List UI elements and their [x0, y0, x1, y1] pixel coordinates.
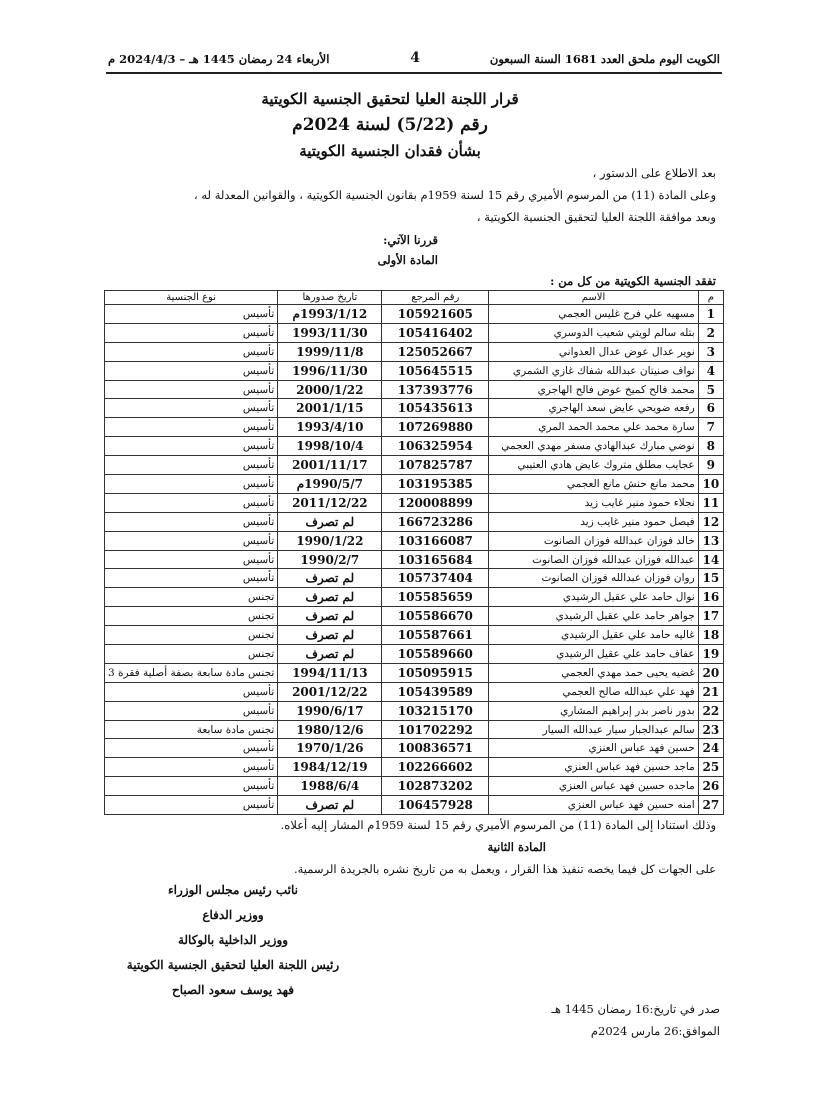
row-number: 20	[698, 663, 723, 682]
reference-number: 105645515	[382, 361, 489, 380]
nationality-type: تأسيس	[105, 569, 278, 588]
person-name: روان فوزان عبدالله فوزان الصانوت	[489, 569, 698, 588]
issue-date: 1996/11/30	[278, 361, 382, 380]
issue-date: لم تصرف	[278, 645, 382, 664]
title-line-3: بشأن فقدان الجنسية الكويتية	[299, 142, 481, 160]
nationality-type: تأسيس	[105, 796, 278, 815]
after-table-text: وذلك استنادا إلى المادة (11) من المرسوم الأميري رقم 15 لسنة 1959م المشار إليه أعلاه.	[280, 818, 716, 832]
table-row	[105, 607, 724, 626]
issue-date: 1994/11/13	[278, 663, 382, 682]
issue-date: 2001/1/15	[278, 399, 382, 418]
reference-number: 137393776	[382, 380, 489, 399]
nationality-type: تأسيس	[105, 758, 278, 777]
person-name: خالد فوزان عبدالله فوزان الصانوت	[489, 531, 698, 550]
column-header-number: م	[698, 291, 723, 305]
issue-date: 1993/1/12م	[278, 305, 382, 324]
row-number: 2	[698, 323, 723, 342]
signatory-name: فهد يوسف سعود الصباح	[172, 983, 294, 997]
person-name: بتله سالم لويتي شعيب الدوسري	[489, 323, 698, 342]
nationality-type: تأسيس	[105, 418, 278, 437]
page-number: 4	[410, 50, 420, 66]
execution-text: على الجهات كل فيما يخصه تنفيذ هذا القرار ، ويعمل به من تاريخ نشره بالجريدة الرسمية.	[293, 862, 716, 876]
row-number: 15	[698, 569, 723, 588]
table-row	[105, 569, 724, 588]
preamble-line: وعلى المادة (11) من المرسوم الأميري رقم 15 لسنة 1959م بقانون الجنسية الكويتية ، والقوانين المعدلة له ،	[194, 188, 716, 202]
reference-number: 105921605	[382, 305, 489, 324]
person-name: بدور ناصر بدر إبراهيم المشاري	[489, 701, 698, 720]
table-row	[105, 739, 724, 758]
table-row	[105, 493, 724, 512]
issue-date: 1990/5/7م	[278, 475, 382, 494]
person-name: محمد مانع حنش مانع العجمي	[489, 475, 698, 494]
row-number: 21	[698, 682, 723, 701]
reference-number: 103215170	[382, 701, 489, 720]
issue-date: 1988/6/4	[278, 777, 382, 796]
table-header-row	[105, 291, 724, 305]
reference-number: 105587661	[382, 626, 489, 645]
issue-date: 1984/12/19	[278, 758, 382, 777]
person-name: عجايب مطلق متروك عايض هادي العتيبي	[489, 456, 698, 475]
header-date: الأربعاء 24 رمضان 1445 هـ – 2024/4/3 م	[108, 52, 330, 66]
reference-number: 105439589	[382, 682, 489, 701]
preamble	[116, 162, 716, 228]
signature-line: ووزير الداخلية بالوكالة	[177, 933, 289, 947]
person-name: غضيه يحيى حمد مهدي العجمي	[489, 663, 698, 682]
nationality-type: تأسيس	[105, 305, 278, 324]
table-row	[105, 475, 724, 494]
table-row	[105, 550, 724, 569]
issue-date: 1993/11/30	[278, 323, 382, 342]
preamble-line: بعد الاطلاع على الدستور ،	[592, 166, 716, 180]
person-name: رفعه ضويحي عايض سعد الهاجري	[489, 399, 698, 418]
table-row	[105, 380, 724, 399]
nationality-type: تأسيس	[105, 531, 278, 550]
table-row	[105, 663, 724, 682]
reference-number: 103195385	[382, 475, 489, 494]
person-name: نواف صنيتان عبدالله شفاك غازي الشمري	[489, 361, 698, 380]
person-name: جواهر حامد علي عقيل الرشيدي	[489, 607, 698, 626]
person-name: ماجد حسين فهد عباس العنزي	[489, 758, 698, 777]
nationality-type: تأسيس	[105, 682, 278, 701]
reference-number: 105416402	[382, 323, 489, 342]
reference-number: 103165684	[382, 550, 489, 569]
page-header	[108, 50, 720, 70]
closing-text	[116, 814, 716, 880]
person-name: نوضي مبارك عبدالهادي مسفر مهدي العجمي	[489, 437, 698, 456]
row-number: 18	[698, 626, 723, 645]
article-1-heading: المادة الأولى	[377, 253, 438, 267]
nationality-type: تأسيس	[105, 777, 278, 796]
person-name: غاليه حامد علي عقيل الرشيدي	[489, 626, 698, 645]
issue-date: 1993/4/10	[278, 418, 382, 437]
reference-number: 105585659	[382, 588, 489, 607]
nationality-type: تأسيس	[105, 399, 278, 418]
person-name: فيصل حمود منير غايب زيد	[489, 512, 698, 531]
reference-number: 106457928	[382, 796, 489, 815]
issue-date: لم تصرف	[278, 569, 382, 588]
row-number: 8	[698, 437, 723, 456]
title-line-2: رقم (5/22) لسنة 2024م	[292, 115, 488, 135]
decision-title	[250, 86, 530, 164]
table-row	[105, 456, 724, 475]
table-intro: تفقد الجنسية الكويتية من كل من :	[550, 274, 716, 288]
issue-date: لم تصرف	[278, 796, 382, 815]
issue-date: لم تصرف	[278, 607, 382, 626]
issue-date: 2001/12/22	[278, 682, 382, 701]
issue-date: 1990/6/17	[278, 701, 382, 720]
reference-number: 105435613	[382, 399, 489, 418]
decided-label: قررنا الآتي:	[383, 233, 438, 247]
publication-info: الكويت اليوم ملحق العدد 1681 السنة السبعون	[489, 52, 720, 66]
row-number: 7	[698, 418, 723, 437]
person-name: امنه حسين فهد عباس العنزي	[489, 796, 698, 815]
table-row	[105, 342, 724, 361]
table-row	[105, 531, 724, 550]
table-row	[105, 720, 724, 739]
row-number: 3	[698, 342, 723, 361]
decided-block	[378, 230, 438, 270]
nationality-type: تأسيس	[105, 475, 278, 494]
issue-date: 1998/10/4	[278, 437, 382, 456]
reference-number: 105586670	[382, 607, 489, 626]
table-body	[105, 305, 724, 815]
reference-number: 106325954	[382, 437, 489, 456]
person-name: نوال حامد علي عقيل الرشيدي	[489, 588, 698, 607]
person-name: نوير عدال عوض عدال العدواني	[489, 342, 698, 361]
reference-number: 102266602	[382, 758, 489, 777]
reference-number: 107269880	[382, 418, 489, 437]
row-number: 22	[698, 701, 723, 720]
table-row	[105, 701, 724, 720]
nationality-type: تأسيس	[105, 361, 278, 380]
table-row	[105, 418, 724, 437]
table-row	[105, 777, 724, 796]
reference-number: 105095915	[382, 663, 489, 682]
nationality-type: تجنس	[105, 607, 278, 626]
issue-date: 2011/12/22	[278, 493, 382, 512]
citizenship-revocation-table	[104, 290, 724, 815]
issued-hijri: صدر في تاريخ:16 رمضان 1445 هـ	[551, 1002, 720, 1016]
reference-number: 105737404	[382, 569, 489, 588]
row-number: 19	[698, 645, 723, 664]
row-number: 26	[698, 777, 723, 796]
reference-number: 100836571	[382, 739, 489, 758]
issue-date: 2001/11/17	[278, 456, 382, 475]
nationality-type: تأسيس	[105, 380, 278, 399]
nationality-type: تأسيس	[105, 456, 278, 475]
table-row	[105, 645, 724, 664]
row-number: 24	[698, 739, 723, 758]
nationality-type: تأسيس	[105, 739, 278, 758]
nationality-type: تأسيس	[105, 701, 278, 720]
issue-date-block	[551, 998, 720, 1042]
person-name: ماجده حسين فهد عباس العنزي	[489, 777, 698, 796]
issue-date: لم تصرف	[278, 588, 382, 607]
nationality-type: تجنس	[105, 645, 278, 664]
signature-line: رئيس اللجنة العليا لتحقيق الجنسية الكويتية	[126, 958, 340, 972]
issue-date: لم تصرف	[278, 512, 382, 531]
reference-number: 103166087	[382, 531, 489, 550]
person-name: عفاف حامد علي عقيل الرشيدي	[489, 645, 698, 664]
table-row	[105, 796, 724, 815]
preamble-line: وبعد موافقة اللجنة العليا لتحقيق الجنسية الكويتية ،	[476, 210, 716, 224]
row-number: 1	[698, 305, 723, 324]
header-rule	[106, 72, 722, 74]
nationality-type: تجنس مادة سابعة	[105, 720, 278, 739]
table-row	[105, 399, 724, 418]
person-name: محمد فالح كميخ عوض فالح الهاجري	[489, 380, 698, 399]
article-2-heading: المادة الثانية	[487, 840, 546, 854]
person-name: سالم عبدالجبار سيار عبدالله السيار	[489, 720, 698, 739]
column-header-reference: رقم المرجع	[382, 291, 489, 305]
table-row	[105, 512, 724, 531]
column-header-issue-date: تاريخ صدورها	[278, 291, 382, 305]
issue-date: 2000/1/22	[278, 380, 382, 399]
nationality-type: تجنس مادة سابعة بصفة أصلية فقرة 3	[105, 663, 278, 682]
row-number: 16	[698, 588, 723, 607]
table-row	[105, 437, 724, 456]
person-name: فهد علي عبدالله صالح العجمي	[489, 682, 698, 701]
issue-date: 1990/2/7	[278, 550, 382, 569]
person-name: نجلاء حمود منير غايب زيد	[489, 493, 698, 512]
person-name: سارة محمد علي محمد الحمد المري	[489, 418, 698, 437]
row-number: 23	[698, 720, 723, 739]
row-number: 17	[698, 607, 723, 626]
table-row	[105, 323, 724, 342]
row-number: 13	[698, 531, 723, 550]
table-row	[105, 305, 724, 324]
reference-number: 107825787	[382, 456, 489, 475]
issue-date: 1999/11/8	[278, 342, 382, 361]
table-row	[105, 758, 724, 777]
table-row	[105, 588, 724, 607]
column-header-nationality-type: نوع الجنسية	[105, 291, 278, 305]
person-name: عبدالله فوزان عبدالله فوزان الصانوت	[489, 550, 698, 569]
row-number: 10	[698, 475, 723, 494]
column-header-name: الاسم	[489, 291, 698, 305]
nationality-type: تأسيس	[105, 437, 278, 456]
nationality-type: تجنس	[105, 626, 278, 645]
reference-number: 125052667	[382, 342, 489, 361]
reference-number: 102873202	[382, 777, 489, 796]
row-number: 12	[698, 512, 723, 531]
table-row	[105, 626, 724, 645]
table-row	[105, 682, 724, 701]
reference-number: 166723286	[382, 512, 489, 531]
row-number: 6	[698, 399, 723, 418]
row-number: 9	[698, 456, 723, 475]
issued-gregorian: الموافق:26 مارس 2024م	[590, 1024, 720, 1038]
issue-date: 1970/1/26	[278, 739, 382, 758]
row-number: 11	[698, 493, 723, 512]
nationality-type: تأسيس	[105, 323, 278, 342]
signature-line: نائب رئيس مجلس الوزراء	[168, 883, 298, 897]
nationality-type: تأسيس	[105, 550, 278, 569]
row-number: 25	[698, 758, 723, 777]
signature-line: ووزير الدفاع	[202, 908, 264, 922]
reference-number: 105589660	[382, 645, 489, 664]
row-number: 4	[698, 361, 723, 380]
nationality-type: تأسيس	[105, 342, 278, 361]
title-line-1: قرار اللجنة العليا لتحقيق الجنسية الكويتية	[261, 90, 519, 108]
person-name: حسين فهد عباس العنزي	[489, 739, 698, 758]
row-number: 5	[698, 380, 723, 399]
signature-block	[118, 878, 348, 1003]
issue-date: لم تصرف	[278, 626, 382, 645]
row-number: 14	[698, 550, 723, 569]
reference-number: 101702292	[382, 720, 489, 739]
person-name: مسهيه علي فرج غليس العجمي	[489, 305, 698, 324]
nationality-type: تأسيس	[105, 512, 278, 531]
table-row	[105, 361, 724, 380]
nationality-type: تجنس	[105, 588, 278, 607]
row-number: 27	[698, 796, 723, 815]
issue-date: 1980/12/6	[278, 720, 382, 739]
nationality-type: تأسيس	[105, 493, 278, 512]
reference-number: 120008899	[382, 493, 489, 512]
issue-date: 1990/1/22	[278, 531, 382, 550]
